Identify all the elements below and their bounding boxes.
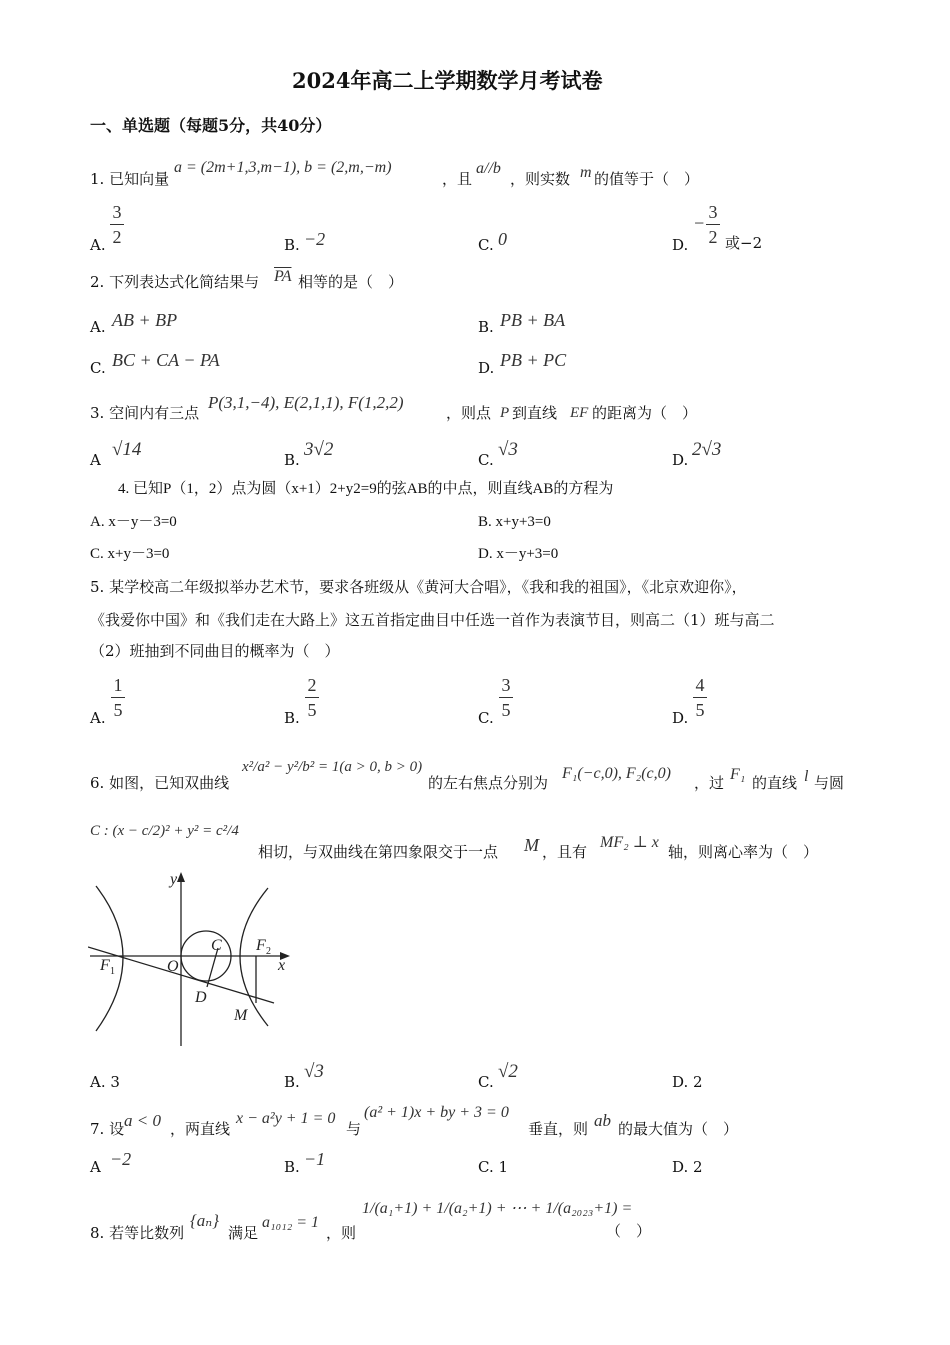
q8-end: （ ） [606,1222,652,1240]
q3-stem-b: 到直线 [512,404,558,422]
numerator: 4 [695,675,705,695]
q6-hyperbola: x²/a² − y²/b² = 1(a > 0, b > 0) [242,759,423,775]
q3-option-c-value: √3 [498,439,518,460]
q3-stem-c: 的距离为（ ） [592,404,698,422]
denominator: 5 [695,700,705,720]
q3-prefix: 3. 空间内有三点 [90,404,200,422]
q7-option-b-value: −1 [304,1149,326,1169]
label-f1: F [100,957,110,974]
y-axis-arrow [177,872,185,882]
q7-cond: a < 0 [124,1111,161,1130]
q8-sequence: {aₙ} [190,1211,219,1230]
numerator: 1 [113,675,123,695]
q6-circle-text: 与圆 [814,774,845,792]
q3-option-d-label: D. [672,451,689,469]
label-y: y [170,871,178,888]
q5-line-2: 《我爱你中国》和《我们走在大路上》这五首指定曲目中任选一首作为表演节目，则高二（1）班与高二 [90,611,775,629]
q3-stem-a: ，则点 [446,404,492,422]
q3-option-b-value: 3√2 [304,439,334,460]
q3-option-d-value: 2√3 [692,439,722,460]
q6-prefix: 6. 如图，已知双曲线 [90,774,230,792]
q5-option-c-fraction [499,675,513,720]
q5-option-b-label: B. [284,709,300,727]
q3-point-p: P [500,405,510,421]
q2-option-d-label: D. [478,359,495,377]
q1-mid: ，且 [442,170,473,188]
q2-option-b-label: B. [478,318,494,336]
q8-sum: 1/(a₁+1) + 1/(a₂+1) + ⋯ + 1/(a₂₀₂₃+1) = [362,1200,633,1217]
q2-option-a-label: A. [90,318,106,336]
q1-option-b-label: B. [284,236,300,254]
hyperbola-right-branch [240,888,268,1026]
q7-option-d: D. 2 [672,1158,703,1176]
q8-condition: a₁₀₁₂ = 1 [262,1214,320,1231]
q1-condition: a//b [476,160,501,177]
q2-option-a-value: AB + BP [112,310,178,330]
q6-option-d: D. 2 [672,1073,703,1091]
q1-option-b-value: −2 [304,229,326,249]
label-x: x [278,957,286,974]
numerator: 2 [307,675,317,695]
q2-stem-a: 2. 下列表达式化简结果与 [90,273,260,291]
label-o: O [167,958,179,975]
q6-m: M [524,835,539,855]
label-f1-sub: 1 [110,966,115,977]
denominator: 5 [307,700,317,720]
q6-circle: C : (x − c/2)² + y² = c²/4 [90,823,239,839]
q1-option-a-fraction [110,202,124,247]
q3-option-b-label: B. [284,451,300,469]
q4-stem: 4. 已知P（1，2）点为圆（x+1）2+y2=9的弦AB的中点，则直线AB的方程为 [118,481,614,497]
q7-ab: ab [594,1111,611,1130]
label-c: C [211,937,222,954]
q3-option-c-label: C. [478,451,494,469]
q5-option-d-fraction [693,675,707,720]
page-title: 2024年高二上学期数学月考试卷 [292,68,603,93]
q1-option-d-label: D. [672,236,689,254]
q5-line-1: 5. 某学校高二年级拟举办艺术节，要求各班级从《黄河大合唱》，《我和我的祖国》，《北京欢迎你》， [90,578,747,596]
numerator: 3 [112,202,122,222]
q3-line-ef: EF [570,405,589,421]
q6-and: ，且有 [542,843,588,861]
q2-vector: $\overline{PA}$ [274,268,292,285]
label-f2-sub: 2 [266,946,271,957]
q7-end-a: 垂直，则 [528,1120,589,1138]
q7-option-a-value: −2 [110,1149,132,1169]
q4-option-d: D. x－y+3=0 [478,546,559,562]
q6-l: l [804,768,809,785]
q1-option-d-fraction [706,202,720,247]
q6-option-b-label: B. [284,1073,300,1091]
q1-option-a-label: A. [90,236,106,254]
denominator: 2 [708,227,718,247]
q8-then: ，则 [326,1224,357,1242]
q1-option-c-value: 0 [498,229,507,249]
label-m: M [234,1007,248,1024]
q1-suffix: ，则实数 [510,170,571,188]
numerator: 3 [708,202,718,222]
q7-line-2: (a² + 1)x + by + 3 = 0 [364,1104,509,1121]
q3-points: P(3,1,−4), E(2,1,1), F(1,2,2) [208,393,404,412]
q7-option-b-label: B. [284,1158,300,1176]
q2-option-c-value: BC + CA − PA [112,350,220,370]
q2-option-b-value: PB + BA [500,310,566,330]
q1-end: 的值等于（ ） [594,170,700,188]
q1-option-d-tail: 或−2 [725,234,763,252]
q1-var: m [580,164,592,181]
q7-line-1: x − a²y + 1 = 0 [236,1110,336,1127]
q7-option-a-label: A [90,1158,101,1176]
q1-option-c-label: C. [478,236,494,254]
q7-prefix: 7. 设 [90,1120,125,1138]
q5-option-b-fraction [305,675,319,720]
q6-tangent: 相切，与双曲线在第四象限交于一点 [258,843,499,861]
q7-with: 与 [346,1120,362,1138]
q6-foci-text: 的左右焦点分别为 [428,774,549,792]
q6-f1: F₁ [730,766,746,783]
q5-option-c-label: C. [478,709,494,727]
q5-line-3: （2）班抽到不同曲目的概率为（ ） [90,642,340,660]
denominator: 5 [113,700,123,720]
denominator: 5 [501,700,511,720]
q3-option-a-label: A [90,451,101,469]
q6-line-text: 的直线 [752,774,798,792]
numerator: 3 [501,675,511,695]
q6-option-c-value: √2 [498,1061,518,1082]
q7-end-b: 的最大值为（ ） [618,1120,739,1138]
q7-mid: ，两直线 [170,1120,231,1138]
q1-option-d-minus: − [693,213,706,233]
q3-option-a-value: √14 [112,439,142,460]
q4-option-b: B. x+y+3=0 [478,514,551,530]
q1-prefix: 1. 已知向量 [90,170,170,188]
q6-option-b-value: √3 [304,1061,324,1082]
q6-end: 轴，则离心率为（ ） [668,843,819,861]
hyperbola-figure [88,866,300,1048]
q2-option-c-label: C. [90,359,106,377]
q6-foci: F₁(−c,0), F₂(c,0) [562,765,671,782]
q5-option-d-label: D. [672,709,689,727]
q8-prefix: 8. 若等比数列 [90,1224,185,1242]
q6-option-a: A. 3 [90,1073,120,1091]
q1-formula: a = (2m+1,3,m−1), b = (2,m,−m) [174,159,392,176]
q2-stem-b: 相等的是（ ） [298,273,404,291]
q8-satisfies: 满足 [228,1224,259,1242]
label-f2: F [256,937,266,954]
q2-option-d-value: PB + PC [500,350,567,370]
q5-option-a-label: A. [90,709,106,727]
q6-pass: ，过 [694,774,725,792]
denominator: 2 [112,227,122,247]
section-heading: 一、单选题（每题5分，共40分） [90,116,332,135]
label-d: D [195,989,207,1006]
q4-option-a: A. x－y－3=0 [90,514,177,530]
q6-option-c-label: C. [478,1073,494,1091]
q5-option-a-fraction [111,675,125,720]
q6-perp: MF₂ ⊥ x [600,834,659,851]
q4-option-c: C. x+y－3=0 [90,546,170,562]
q7-option-c: C. 1 [478,1158,509,1176]
